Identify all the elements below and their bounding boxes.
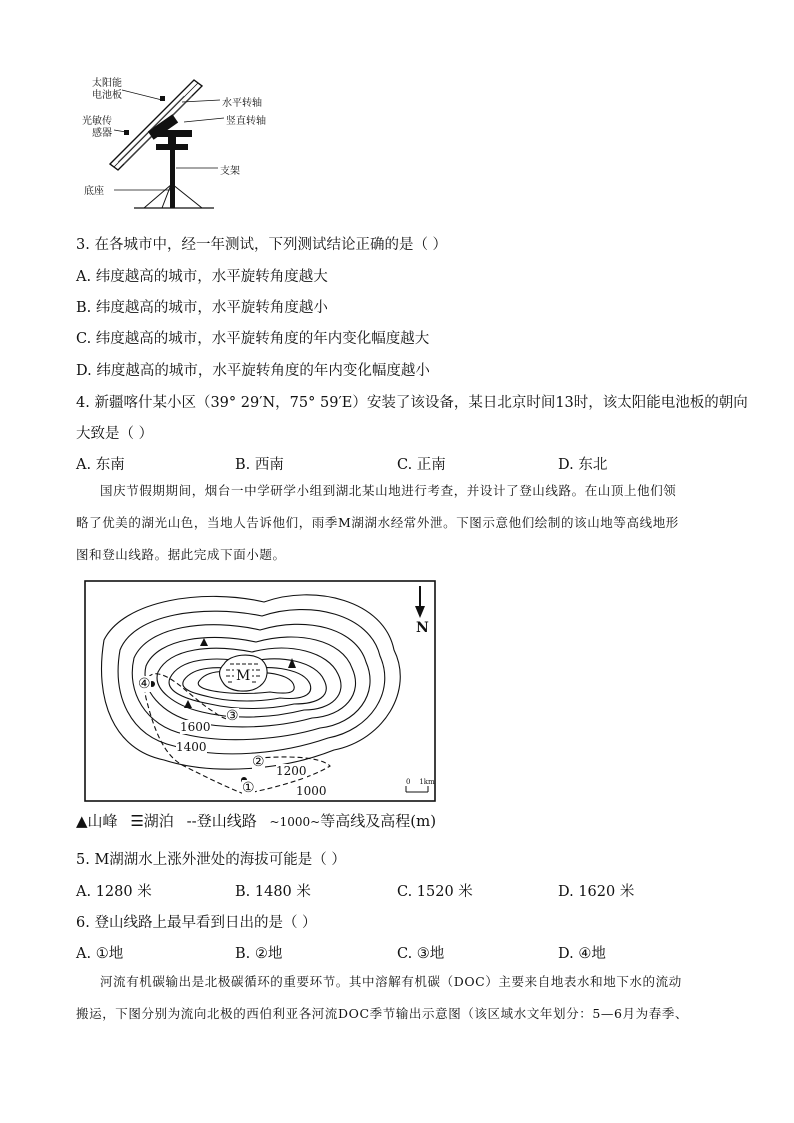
label-horizontal-axis: 水平转轴 (222, 98, 262, 109)
passage-2-line2: 略了优美的湖光山色，当地人告诉他们，雨季M湖湖水经常外泄。下图示意他们绘制的该山地等高线地形 (76, 515, 679, 530)
route-point-3: ③ (226, 708, 239, 724)
contour-label-1000: 1000 (296, 784, 327, 798)
passage-3-line1: 河流有机碳输出是北极碳循环的重要环节。其中溶解有机碳（DOC）主要来自地表水和地下水的流动 (100, 974, 682, 989)
question-3-option-c: C. 纬度越高的城市，水平旋转角度的年内变化幅度越大 (76, 331, 430, 347)
north-label: N (416, 620, 429, 636)
question-3-option-b: B. 纬度越高的城市，水平旋转角度越小 (76, 300, 328, 316)
contour-label-1200: 1200 (276, 764, 307, 778)
route-point-1: ① (242, 780, 255, 796)
legend-lake: 湖泊 (143, 812, 174, 830)
question-3-option-a: A. 纬度越高的城市，水平旋转角度越大 (76, 269, 328, 285)
legend-route: 登山线路 (196, 812, 257, 830)
passage-2-line1: 国庆节假期期间，烟台一中学研学小组到湖北某山地进行考查，并设计了登山线路。在山顶上他们领 (100, 483, 677, 498)
label-vertical-axis: 竖直转轴 (226, 116, 266, 127)
question-5-stem: 5. M湖湖水上涨外泄处的海拔可能是（ ） (76, 852, 346, 868)
solar-device-figure (74, 72, 294, 212)
label-solar-panel: 太阳能 电池板 (92, 78, 122, 101)
contour-icon: ~1000~ (269, 815, 321, 829)
route-point-4: ④ (138, 676, 151, 692)
lake-m-label: M (236, 668, 251, 684)
question-6-option-a: A. ①地 (76, 946, 124, 962)
passage-3-line2: 搬运，下图分别为流向北极的西伯利亚各河流DOC季节输出示意图（该区域水文年划分：5—6月为春季、 (76, 1006, 689, 1021)
question-4-stem-line1: 4. 新疆喀什某小区（39° 29′N，75° 59′E）安装了该设备，某日北京时间13时，该太阳能电池板的朝向 (76, 395, 748, 411)
question-5-option-a: A. 1280 米 (76, 884, 152, 900)
route-icon: -- (186, 812, 197, 830)
contour-label-1600: 1600 (180, 720, 211, 734)
scale-bar-label: 0 1km (406, 778, 435, 786)
map-legend (76, 810, 436, 831)
legend-peak: 山峰 (87, 812, 118, 830)
legend-contour: 等高线及高程(m) (320, 812, 437, 830)
label-base: 底座 (84, 186, 104, 197)
question-6-option-b: B. ②地 (235, 946, 283, 962)
question-6-option-c: C. ③地 (397, 946, 445, 962)
contour-label-1400: 1400 (176, 740, 207, 754)
question-3-stem: 3. 在各城市中，经一年测试，下列测试结论正确的是（ ） (76, 237, 448, 253)
question-4-stem-line2: 大致是（ ） (76, 426, 154, 442)
peak-icon: ▲ (76, 812, 88, 830)
question-4-option-d: D. 东北 (558, 457, 608, 473)
passage-2-line3: 图和登山线路。据此完成下面小题。 (76, 547, 286, 562)
question-4-option-a: A. 东南 (76, 457, 125, 473)
route-point-2: ② (252, 754, 265, 770)
question-4-option-c: C. 正南 (397, 457, 446, 473)
question-3-option-d: D. 纬度越高的城市，水平旋转角度的年内变化幅度越小 (76, 363, 430, 379)
question-5-option-b: B. 1480 米 (235, 884, 311, 900)
label-light-sensor: 光敏传 感器 (82, 116, 112, 139)
question-4-option-b: B. 西南 (235, 457, 284, 473)
question-6-option-d: D. ④地 (558, 946, 606, 962)
lake-icon: ☰ (130, 812, 144, 830)
question-6-stem: 6. 登山线路上最早看到日出的是（ ） (76, 915, 317, 931)
label-support: 支架 (220, 166, 240, 177)
question-5-option-c: C. 1520 米 (397, 884, 473, 900)
question-5-option-d: D. 1620 米 (558, 884, 635, 900)
contour-map (84, 580, 436, 802)
